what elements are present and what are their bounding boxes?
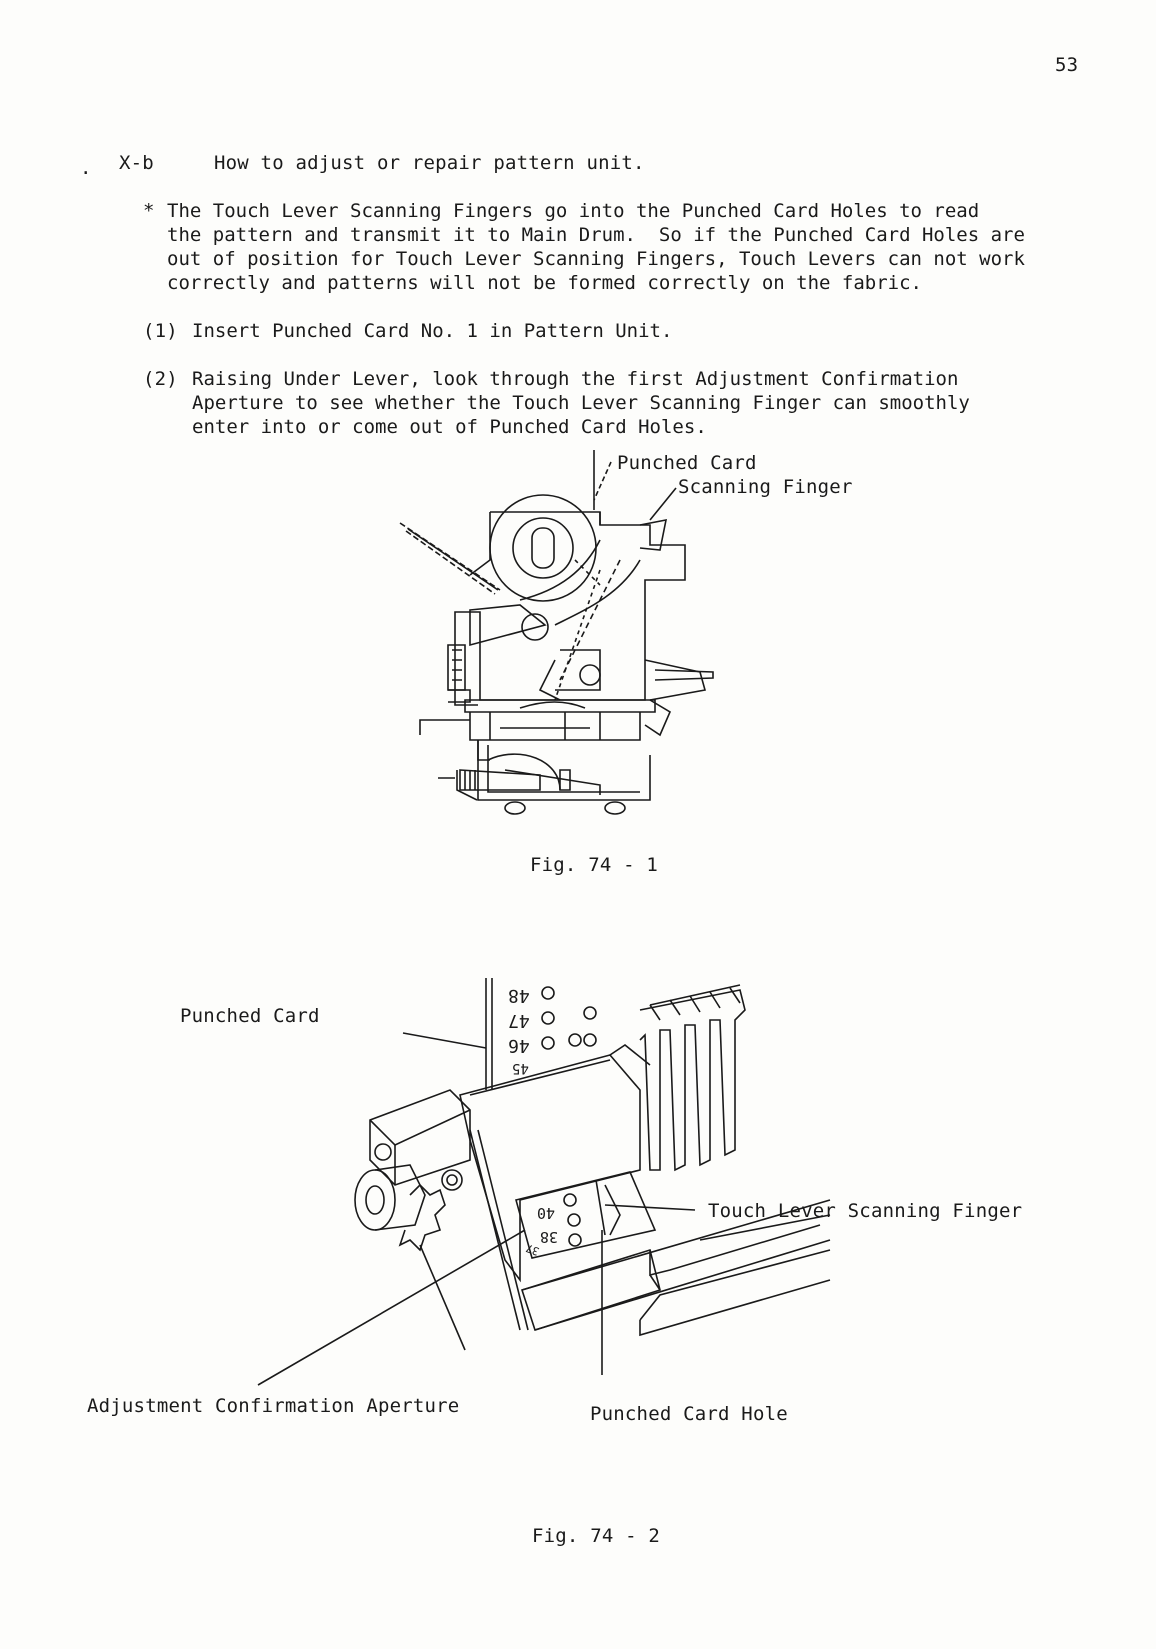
fig2-label-adjustment-confirmation-aperture: Adjustment Confirmation Aperture (87, 1395, 460, 1417)
step-text: Raising Under Lever, look through the first Adjustment Confirmation (192, 368, 959, 390)
fig2-label-punched-card: Punched Card (180, 1005, 320, 1027)
step-number: (1) (143, 320, 178, 342)
card-number: 45 (512, 1060, 529, 1076)
note-line: The Touch Lever Scanning Fingers go into the Punched Card Holes to read (167, 200, 980, 222)
fig2-label-punched-card-hole: Punched Card Hole (590, 1403, 788, 1425)
step-number: (2) (143, 368, 178, 390)
note-bullet: * (143, 200, 155, 222)
fig2-caption: Fig. 74 - 2 (532, 1525, 661, 1547)
card-number: 46 (508, 1035, 530, 1056)
section-marker: . (80, 157, 92, 179)
svg-text:38: 38 (539, 1228, 558, 1246)
note-line: the pattern and transmit it to Main Drum. So if the Punched Card Holes are (167, 224, 1025, 246)
step-text: enter into or come out of Punched Card Holes. (192, 416, 707, 438)
fig1-label-punched-card: Punched Card (617, 452, 757, 474)
card-number: 47 (508, 1010, 530, 1031)
fig1-caption: Fig. 74 - 1 (530, 854, 659, 876)
section-id: X-b (119, 152, 154, 174)
svg-text:40: 40 (536, 1204, 555, 1222)
fig2-label-touch-lever-scanning-finger: Touch Lever Scanning Finger (708, 1200, 1023, 1222)
card-number: 48 (508, 985, 530, 1006)
note-line: correctly and patterns will not be formed correctly on the fabric. (167, 272, 922, 294)
note-line: out of position for Touch Lever Scanning Fingers, Touch Levers can not work (167, 248, 1025, 270)
step-text: Insert Punched Card No. 1 in Pattern Unit. (192, 320, 673, 342)
page-number: 53 (1055, 54, 1079, 76)
section-title: How to adjust or repair pattern unit. (214, 152, 645, 174)
fig1-label-scanning-finger: Scanning Finger (678, 476, 853, 498)
card-number: 37 (524, 1241, 542, 1258)
step-text: Aperture to see whether the Touch Lever Scanning Finger can smoothly (192, 392, 970, 414)
